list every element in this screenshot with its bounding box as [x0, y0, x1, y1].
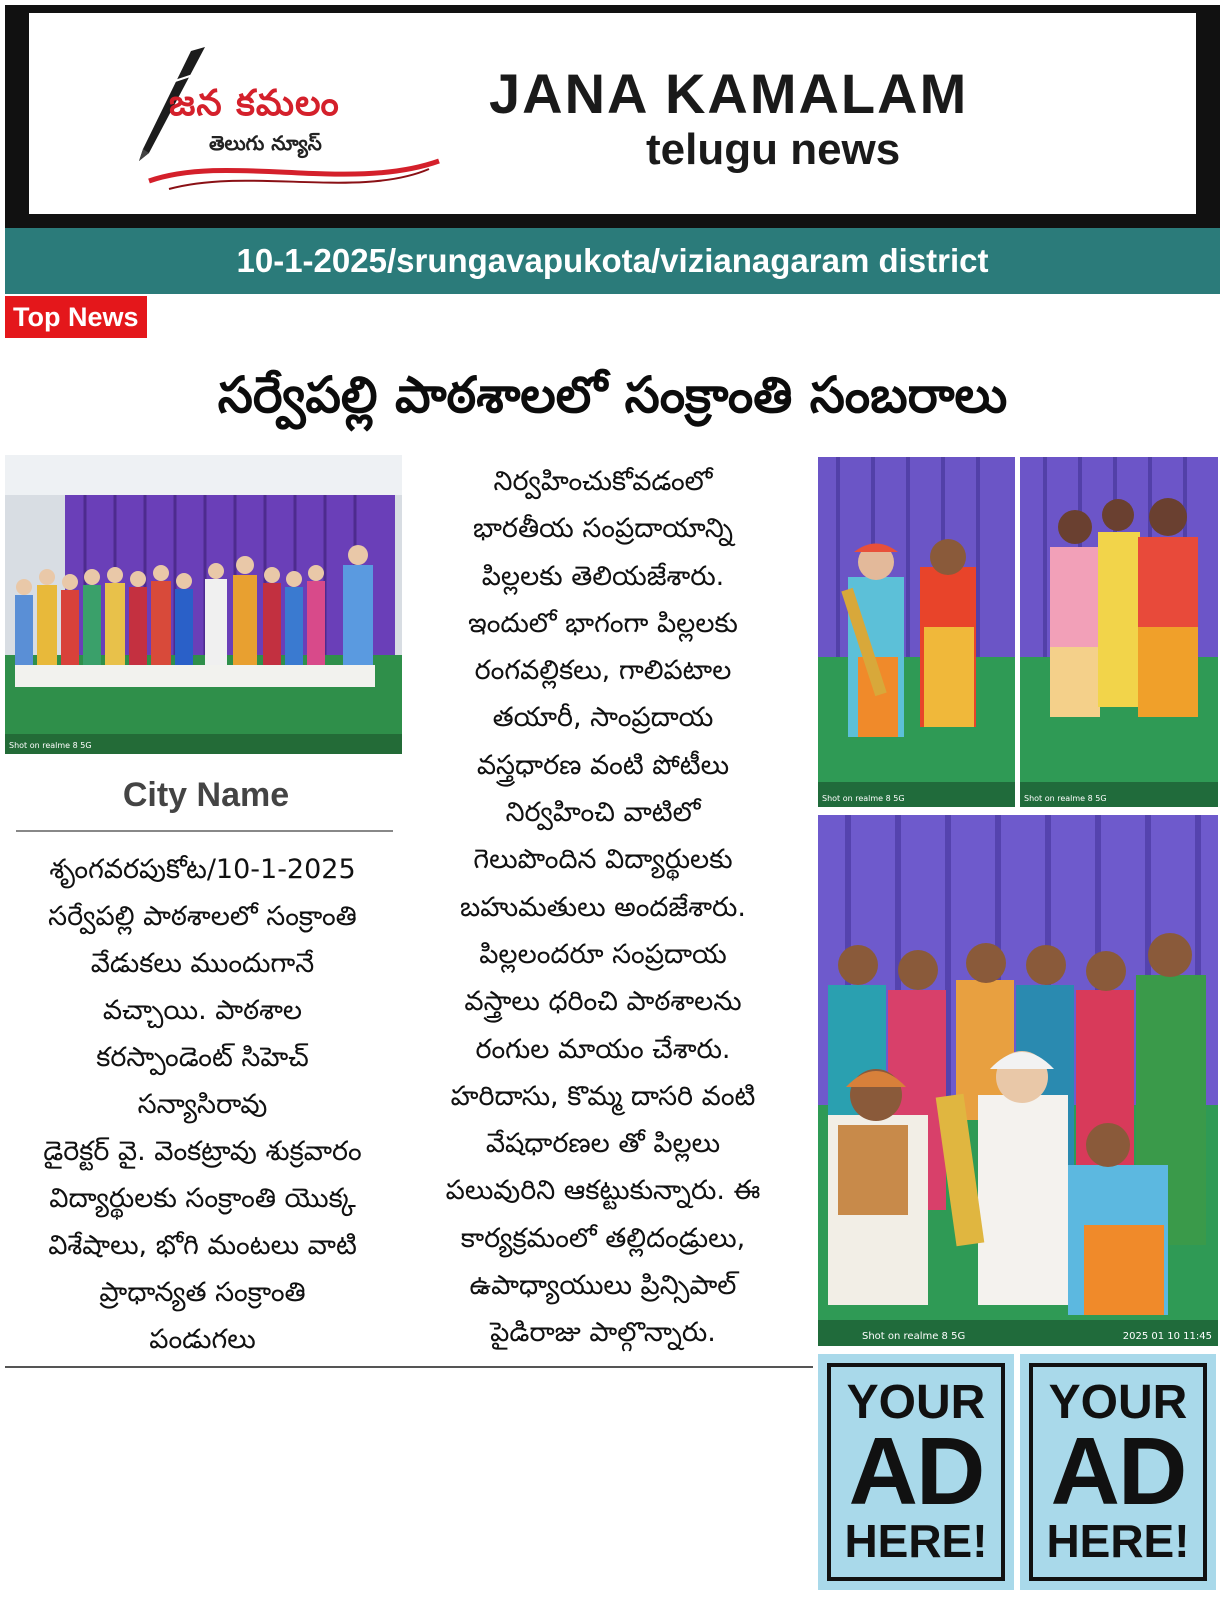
article-column-left	[5, 846, 400, 1363]
article-line: సన్యాసిరావు	[137, 1089, 268, 1120]
article-line: వస్త్రధారణ వంటి పోటీలు	[476, 749, 730, 781]
article-line: పిల్లలకు తెలియజేశారు.	[481, 560, 725, 592]
headline: సర్వేపల్లి పాఠశాలలో సంక్రాంతి సంబరాలు	[217, 366, 1008, 424]
dateline-bar: 10-1-2025/srungavapukota/vizianagaram district	[5, 228, 1220, 294]
article-line: తయారీ, సాంప్రదాయ	[492, 702, 714, 734]
article-line: నిర్వహించుకోవడంలో	[493, 466, 713, 497]
article-line: హరిదాసు, కొమ్మ దాసరి వంటి	[450, 1080, 756, 1112]
ad-text-line1: YOUR	[1048, 1376, 1188, 1429]
article-line: భారతీయ సంప్రదాయాన్ని	[472, 513, 733, 545]
top-news-tag: Top News	[5, 296, 147, 338]
ad-slot-left[interactable]	[818, 1354, 1014, 1590]
ad-slot-right[interactable]	[1020, 1354, 1216, 1590]
ad-frame	[1029, 1363, 1207, 1581]
article-line: వస్త్రాలు ధరించి పాఠశాలను	[464, 986, 742, 1018]
article-line: గెలుపొందిన విద్యార్థులకు	[473, 844, 733, 876]
article-line: వచ్చాయి. పాఠశాల	[102, 995, 303, 1026]
article-line: ప్రాధాన్యత సంక్రాంతి	[99, 1277, 306, 1308]
children-photo-1	[818, 457, 1015, 807]
divider	[16, 830, 393, 832]
ad-frame	[827, 1363, 1005, 1581]
photo-watermark: Shot on realme 8 5G	[862, 1331, 966, 1342]
article-line: పిల్లలందరూ సంప్రదాయ	[479, 938, 727, 970]
ad-text-line3: HERE!	[844, 1515, 988, 1567]
article-line: ఇందులో భాగంగా పిల్లలకు	[468, 607, 738, 639]
ad-text-line2: AD	[1050, 1418, 1186, 1525]
article-line: రంగవల్లికలు, గాలిపటాల	[474, 655, 732, 687]
city-name-heading: City Name	[122, 776, 290, 814]
article-line: రంగుల మాయం చేశారు.	[475, 1033, 731, 1065]
children-photo-3	[818, 815, 1218, 1346]
article-line: విశేషాలు, భోగి మంటలు వాటి	[48, 1230, 357, 1261]
masthead-panel	[29, 13, 1196, 214]
brand-logo	[109, 43, 449, 193]
article-column-middle	[408, 458, 798, 1357]
article-line: బహుమతులు అందజేశారు.	[460, 891, 746, 923]
masthead	[5, 5, 1220, 228]
logo-text: జన కమలం	[169, 83, 340, 124]
article-line: నిర్వహించి వాటిలో	[505, 797, 701, 829]
divider	[5, 1366, 813, 1368]
photo-watermark: Shot on realme 8 5G	[1024, 794, 1107, 803]
article-line: వేషధారణల తో పిల్లలు	[485, 1128, 721, 1160]
ad-text-line1: YOUR	[846, 1376, 986, 1429]
article-line: కరస్పాండెంట్ సిహెచ్	[96, 1042, 309, 1073]
article-line: ఉపాధ్యాయులు ప్రిన్సిపాల్	[469, 1270, 737, 1302]
children-photo-2	[1020, 457, 1218, 807]
article-line: డైరెక్టర్ వై. వెంకట్రావు శుక్రవారం	[43, 1136, 362, 1167]
article-line: పలువురిని ఆకట్టుకున్నారు. ఈ	[445, 1175, 761, 1207]
article-line: పైడిరాజు పాల్గొన్నారు.	[490, 1317, 716, 1349]
logo-subtext: తెలుగు న్యూస్	[209, 131, 322, 155]
article-line: కార్యక్రమంలో తల్లిదండ్రులు,	[460, 1222, 746, 1254]
photo-watermark: Shot on realme 8 5G	[9, 741, 92, 750]
article-line: విద్యార్థులకు సంక్రాంతి యొక్క	[49, 1183, 356, 1214]
article-line: శృంగవరపుకోట/10-1-2025	[49, 854, 356, 885]
brand-title: JANA KAMALAM	[489, 62, 969, 125]
ad-text-line3: HERE!	[1046, 1515, 1190, 1567]
photo-watermark: Shot on realme 8 5G	[822, 794, 905, 803]
group-photo	[5, 455, 402, 754]
article-line: పండుగలు	[149, 1324, 256, 1355]
brand-subtitle: telugu news	[646, 125, 901, 174]
ad-text-line2: AD	[848, 1418, 984, 1525]
article-line: సర్వేపల్లి పాఠశాలలో సంక్రాంతి	[48, 901, 357, 932]
photo-timestamp: 2025 01 10 11:45	[1122, 1331, 1212, 1342]
article-line: వేడుకలు ముందుగానే	[90, 948, 315, 979]
